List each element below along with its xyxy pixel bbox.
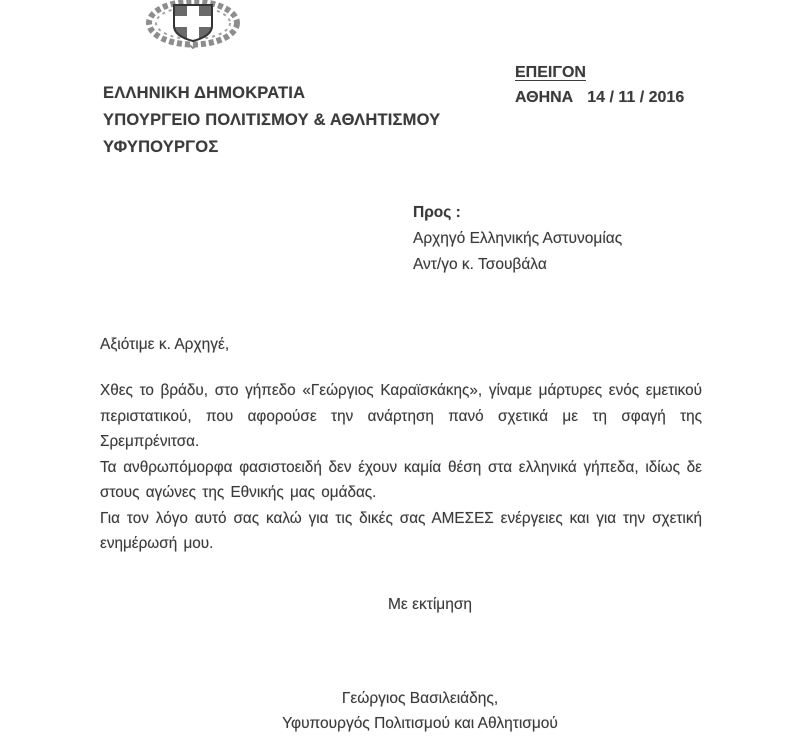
date-value: 14 / 11 / 2016 (587, 89, 685, 106)
signature-block (40, 686, 788, 736)
header-right (515, 60, 684, 110)
recipient-name: Αρχηγό Ελληνικής Αστυνομίας (413, 230, 623, 247)
city-date-line (515, 85, 684, 110)
signature-name: Γεώργιος Βασιλειάδης, (341, 690, 499, 707)
letterhead-deputy-minister: ΥΦΥΠΟΥΡΓΟΣ (103, 138, 219, 156)
urgency-label: ΕΠΕΙΓΟΝ (515, 64, 586, 81)
greek-coat-of-arms-icon (146, 0, 240, 50)
body-paragraph: Τα ανθρωπόμορφα φασιστοειδή δεν έχουν καμία θέση στα ελληνικά γήπεδα, ιδίως δε στους αγώνες της Εθνικής μας ομάδας. (100, 458, 702, 501)
signature-title: Υφυπουργός Πολιτισμού και Αθλητισμού (282, 715, 558, 732)
body-paragraph: Χθες το βράδυ, στο γήπεδο «Γεώργιος Καραϊσκάκης», γίναμε μάρτυρες ενός εμετικού περιστατικού, που αφορούσε την ανάρτηση πανό σχετικά με τη σφαγή της Σρεμπρένιτσα. (100, 382, 702, 450)
body-paragraph: Για τον λόγο αυτό σας καλώ για τις δικές σας ΑΜΕΣΕΣ ενέργειες και για την σχετική ενημέρωσή μου. (100, 509, 702, 552)
recipient-title: Αντ/γο κ. Τσουβάλα (413, 256, 547, 273)
letterhead-republic: ΕΛΛΗΝΙΚΗ ΔΗΜΟΚΡΑΤΙΑ (103, 84, 306, 102)
city-label: ΑΘΗΝΑ (515, 89, 574, 106)
recipient-block (413, 200, 622, 278)
recipient-label: Προς : (413, 204, 461, 221)
letterhead-ministry: ΥΠΟΥΡΓΕΙΟ ΠΟΛΙΤΙΣΜΟΥ & ΑΘΛΗΤΙΣΜΟΥ (103, 111, 441, 129)
salutation: Αξιότιμε κ. Αρχηγέ, (100, 336, 230, 353)
closing-phrase: Με εκτίμηση (387, 596, 473, 613)
letter-body (100, 378, 702, 557)
letterhead (103, 80, 440, 161)
